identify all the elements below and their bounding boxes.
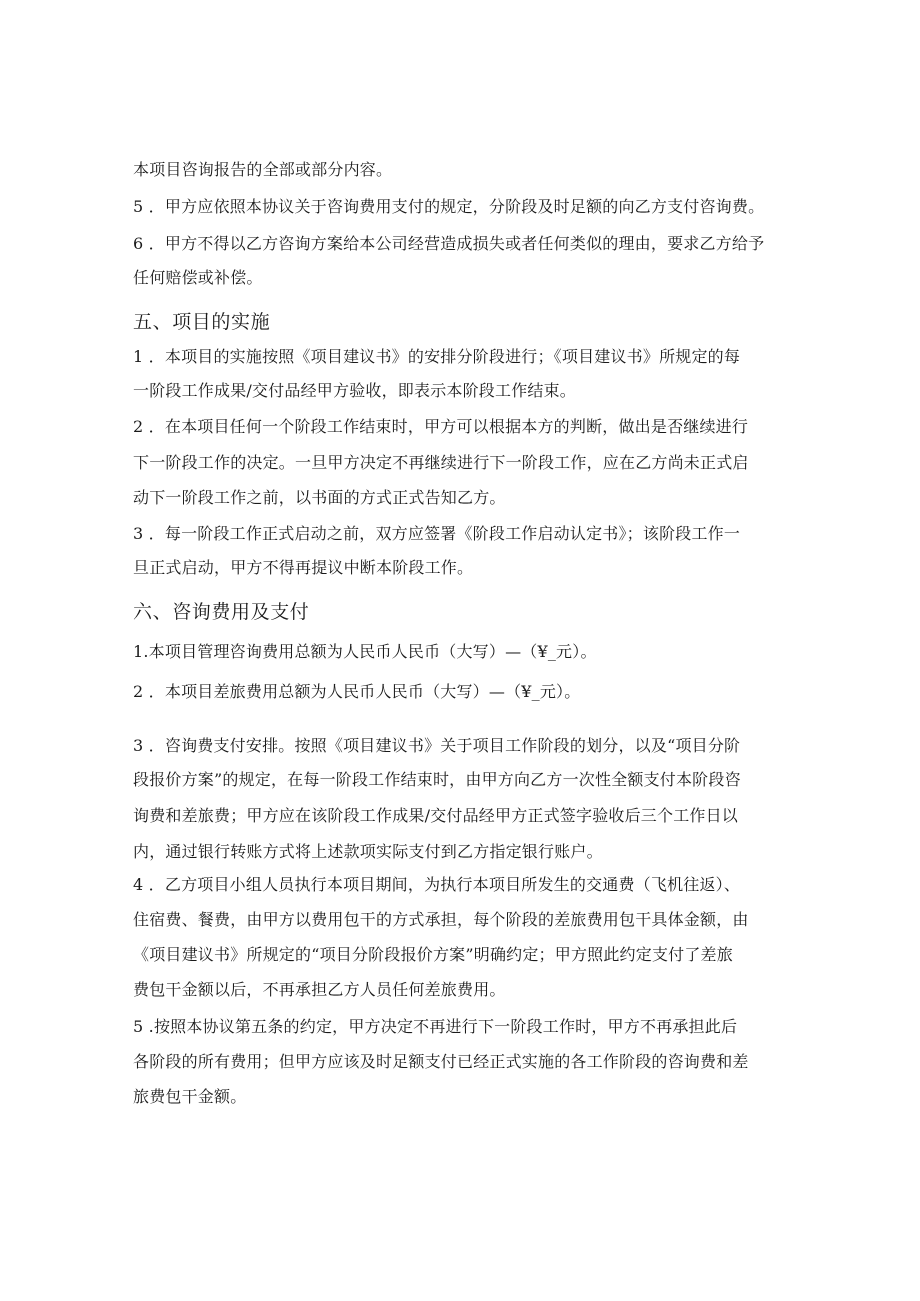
paragraph-line: 段报价方案”的规定，在每一阶段工作结束时，由甲方向乙方一次性全额支付本阶段咨 [133, 770, 741, 789]
paragraph-line: 费包干金额以后，不再承担乙方人员任何差旅费用。 [133, 980, 506, 999]
paragraph-line: 3 ．咨询费支付安排。按照《项目建议书》关于项目工作阶段的划分，以及“项目分阶 [133, 736, 741, 755]
paragraph-line: 询费和差旅费；甲方应在该阶段工作成果/交付品经甲方正式签字验收后三个工作日以 [133, 806, 738, 825]
paragraph-line: 5 .按照本协议第五条的约定，甲方决定不再进行下一阶段工作时，甲方不再承担此后 [133, 1017, 738, 1036]
paragraph-line: 内，通过银行转账方式将上述款项实际支付到乙方指定银行账户。 [133, 842, 603, 861]
paragraph-line: 1 ．本项目的实施按照《项目建议书》的安排分阶段进行；《项目建议书》所规定的每 [133, 347, 741, 366]
paragraph-line: 3 ．每一阶段工作正式启动之前，双方应签署《阶段工作启动认定书》；该阶段工作一 [133, 524, 741, 543]
paragraph-line: 2 ．本项目差旅费用总额为人民币人民币（大写）—（¥_元）。 [133, 682, 581, 701]
paragraph-line: 各阶段的所有费用；但甲方应该及时足额支付已经正式实施的各工作阶段的咨询费和差 [133, 1052, 749, 1071]
paragraph-line: 旅费包干金额。 [133, 1087, 247, 1106]
section-heading: 六、咨询费用及支付 [133, 601, 310, 623]
paragraph-line: 任何赔偿或补偿。 [133, 268, 263, 287]
paragraph-line: 动下一阶段工作之前，以书面的方式正式告知乙方。 [133, 488, 506, 507]
paragraph-line: 旦正式启动，甲方不得再提议中断本阶段工作。 [133, 558, 474, 577]
section-heading: 五、项目的实施 [133, 311, 271, 333]
paragraph-line: 4 ．乙方项目小组人员执行本项目期间，为执行本项目所发生的交通费（飞机往返）、 [133, 875, 741, 894]
paragraph-line: 本项目咨询报告的全部或部分内容。 [133, 160, 393, 179]
paragraph-line: 《项目建议书》所规定的“项目分阶段报价方案”明确约定；甲方照此约定支付了差旅 [133, 945, 733, 964]
paragraph-line: 住宿费、餐费，由甲方以费用包干的方式承担，每个阶段的差旅费用包干具体金额，由 [133, 910, 749, 929]
paragraph-line: 一阶段工作成果/交付品经甲方验收，即表示本阶段工作结束。 [133, 381, 576, 400]
paragraph-line: 2 ．在本项目任何一个阶段工作结束时，甲方可以根据本方的判断，做出是否继续进行 [133, 417, 749, 436]
paragraph-line: 6 ．甲方不得以乙方咨询方案给本公司经营造成损失或者任何类似的理由，要求乙方给予 [133, 234, 765, 253]
paragraph-line: 下一阶段工作的决定。一旦甲方决定不再继续进行下一阶段工作，应在乙方尚未正式启 [133, 453, 749, 472]
paragraph-line: 1.本项目管理咨询费用总额为人民币人民币（大写）—（¥_元）。 [133, 642, 597, 661]
paragraph-line: 5 ．甲方应依照本协议关于咨询费用支付的规定，分阶段及时足额的向乙方支付咨询费。 [133, 197, 765, 216]
